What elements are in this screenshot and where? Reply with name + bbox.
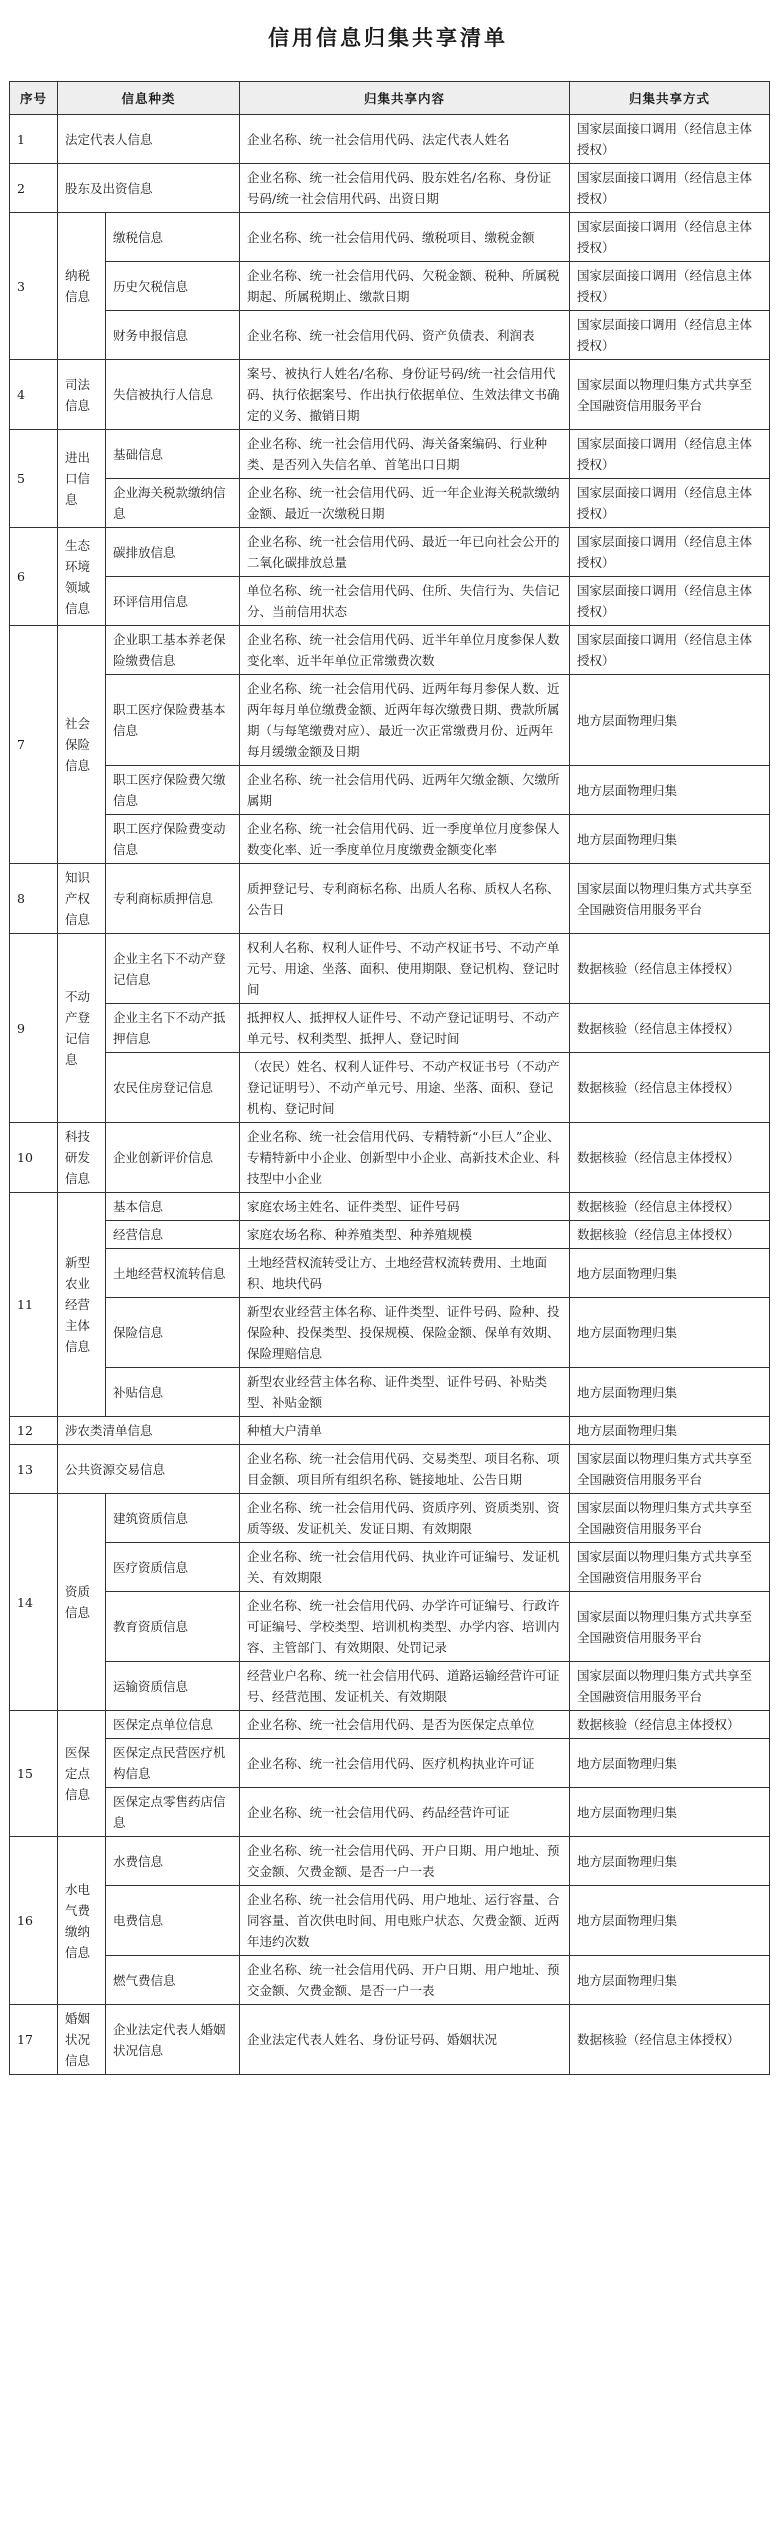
row-info-type: 企业海关税款缴纳信息 (106, 479, 240, 528)
row-category: 医保定点信息 (58, 1711, 106, 1837)
row-seq: 14 (10, 1494, 58, 1711)
row-seq: 5 (10, 430, 58, 528)
row-content: 新型农业经营主体名称、证件类型、证件号码、补贴类型、补贴金额 (240, 1368, 570, 1417)
row-info-type: 经营信息 (106, 1221, 240, 1249)
table-row (10, 262, 770, 311)
row-method: 国家层面以物理归集方式共享至全国融资信用服务平台 (570, 1494, 770, 1543)
table-row (10, 360, 770, 430)
table-row (10, 1956, 770, 2005)
row-method: 国家层面以物理归集方式共享至全国融资信用服务平台 (570, 1592, 770, 1662)
row-content: 企业名称、统一社会信用代码、执业许可证编号、发证机关、有效期限 (240, 1543, 570, 1592)
table-row (10, 1123, 770, 1193)
row-seq: 2 (10, 164, 58, 213)
row-info-type: 建筑资质信息 (106, 1494, 240, 1543)
row-content: 企业名称、统一社会信用代码、最近一年已向社会公开的二氧化碳排放总量 (240, 528, 570, 577)
table-row (10, 1053, 770, 1123)
row-category: 司法信息 (58, 360, 106, 430)
row-info-type: 教育资质信息 (106, 1592, 240, 1662)
table-row (10, 675, 770, 766)
row-content: 企业名称、统一社会信用代码、开户日期、用户地址、预交金额、欠费金额、是否一户一表 (240, 1837, 570, 1886)
row-method: 数据核验（经信息主体授权） (570, 934, 770, 1004)
row-method: 国家层面以物理归集方式共享至全国融资信用服务平台 (570, 1445, 770, 1494)
row-info-type: 涉农类清单信息 (58, 1417, 240, 1445)
row-seq: 15 (10, 1711, 58, 1837)
table-row (10, 430, 770, 479)
table-row (10, 164, 770, 213)
table-row (10, 766, 770, 815)
row-content: 单位名称、统一社会信用代码、住所、失信行为、失信记分、当前信用状态 (240, 577, 570, 626)
page-title: 信用信息归集共享清单 (268, 25, 508, 50)
header-method: 归集共享方式 (570, 82, 770, 115)
row-content: 企业名称、统一社会信用代码、资质序列、资质类别、资质等级、发证机关、发证日期、有效期限 (240, 1494, 570, 1543)
row-seq: 10 (10, 1123, 58, 1193)
row-info-type: 缴税信息 (106, 213, 240, 262)
row-content: 种植大户清单 (240, 1417, 570, 1445)
row-category: 知识产权信息 (58, 864, 106, 934)
row-info-type: 基础信息 (106, 430, 240, 479)
row-info-type: 保险信息 (106, 1298, 240, 1368)
row-info-type: 医保定点单位信息 (106, 1711, 240, 1739)
header-content: 归集共享内容 (240, 82, 570, 115)
row-content: 抵押权人、抵押权人证件号、不动产登记证明号、不动产单元号、权利类型、抵押人、登记时间 (240, 1004, 570, 1053)
row-method: 地方层面物理归集 (570, 815, 770, 864)
table-row (10, 1193, 770, 1221)
row-info-type: 补贴信息 (106, 1368, 240, 1417)
row-content: 案号、被执行人姓名/名称、身份证号码/统一社会信用代码、执行依据案号、作出执行依据单位、生效法律文书确定的义务、撤销日期 (240, 360, 570, 430)
row-content: 企业名称、统一社会信用代码、欠税金额、税种、所属税期起、所属税期止、缴款日期 (240, 262, 570, 311)
table-row (10, 1788, 770, 1837)
table-row (10, 1886, 770, 1956)
row-category: 纳税信息 (58, 213, 106, 360)
row-method: 地方层面物理归集 (570, 1368, 770, 1417)
row-method: 地方层面物理归集 (570, 1837, 770, 1886)
row-info-type: 公共资源交易信息 (58, 1445, 240, 1494)
row-info-type: 医疗资质信息 (106, 1543, 240, 1592)
row-info-type: 农民住房登记信息 (106, 1053, 240, 1123)
row-category: 水电气费缴纳信息 (58, 1837, 106, 2005)
row-content: 企业名称、统一社会信用代码、缴税项目、缴税金额 (240, 213, 570, 262)
row-content: 企业名称、统一社会信用代码、近一季度单位月度参保人数变化率、近一季度单位月度缴费金额变化率 (240, 815, 570, 864)
row-category: 科技研发信息 (58, 1123, 106, 1193)
row-method: 数据核验（经信息主体授权） (570, 1053, 770, 1123)
row-category: 不动产登记信息 (58, 934, 106, 1123)
row-info-type: 水费信息 (106, 1837, 240, 1886)
row-method: 地方层面物理归集 (570, 1298, 770, 1368)
table-row (10, 1711, 770, 1739)
row-seq: 16 (10, 1837, 58, 2005)
row-info-type: 碳排放信息 (106, 528, 240, 577)
row-seq: 17 (10, 2005, 58, 2075)
row-method: 国家层面接口调用（经信息主体授权） (570, 626, 770, 675)
table-row (10, 1494, 770, 1543)
row-info-type: 企业法定代表人婚姻状况信息 (106, 2005, 240, 2075)
row-content: 企业名称、统一社会信用代码、交易类型、项目名称、项目金额、项目所有组织名称、链接地址、公告日期 (240, 1445, 570, 1494)
row-content: 家庭农场主姓名、证件类型、证件号码 (240, 1193, 570, 1221)
row-content: 企业名称、统一社会信用代码、海关备案编码、行业种类、是否列入失信名单、首笔出口日期 (240, 430, 570, 479)
row-info-type: 燃气费信息 (106, 1956, 240, 2005)
row-info-type: 环评信用信息 (106, 577, 240, 626)
row-seq: 11 (10, 1193, 58, 1417)
row-method: 国家层面接口调用（经信息主体授权） (570, 577, 770, 626)
row-content: 企业名称、统一社会信用代码、法定代表人姓名 (240, 115, 570, 164)
table-row (10, 1004, 770, 1053)
row-seq: 4 (10, 360, 58, 430)
row-content: 企业名称、统一社会信用代码、是否为医保定点单位 (240, 1711, 570, 1739)
row-info-type: 基本信息 (106, 1193, 240, 1221)
row-method: 数据核验（经信息主体授权） (570, 1221, 770, 1249)
row-info-type: 股东及出资信息 (58, 164, 240, 213)
row-info-type: 企业创新评价信息 (106, 1123, 240, 1193)
table-row (10, 1662, 770, 1711)
row-method: 国家层面以物理归集方式共享至全国融资信用服务平台 (570, 864, 770, 934)
row-content: 新型农业经营主体名称、证件类型、证件号码、险种、投保险种、投保类型、投保规模、保险金额、保单有效期、保险理赔信息 (240, 1298, 570, 1368)
row-method: 国家层面以物理归集方式共享至全国融资信用服务平台 (570, 1543, 770, 1592)
table-row (10, 213, 770, 262)
row-method: 国家层面以物理归集方式共享至全国融资信用服务平台 (570, 360, 770, 430)
row-content: 企业名称、统一社会信用代码、近一年企业海关税款缴纳金额、最近一次缴税日期 (240, 479, 570, 528)
row-info-type: 医保定点零售药店信息 (106, 1788, 240, 1837)
table-row (10, 1739, 770, 1788)
row-method: 国家层面接口调用（经信息主体授权） (570, 311, 770, 360)
row-content: 企业名称、统一社会信用代码、专精特新“小巨人”企业、专精特新中小企业、创新型中小企业、高新技术企业、科技型中小企业 (240, 1123, 570, 1193)
row-method: 地方层面物理归集 (570, 675, 770, 766)
table-row (10, 864, 770, 934)
row-method: 国家层面接口调用（经信息主体授权） (570, 479, 770, 528)
row-method: 数据核验（经信息主体授权） (570, 1711, 770, 1739)
row-method: 国家层面接口调用（经信息主体授权） (570, 430, 770, 479)
credit-info-table (9, 81, 770, 2075)
row-info-type: 财务申报信息 (106, 311, 240, 360)
row-seq: 13 (10, 1445, 58, 1494)
row-content: 企业名称、统一社会信用代码、医疗机构执业许可证 (240, 1739, 570, 1788)
row-info-type: 企业职工基本养老保险缴费信息 (106, 626, 240, 675)
row-method: 国家层面以物理归集方式共享至全国融资信用服务平台 (570, 1662, 770, 1711)
row-category: 进出口信息 (58, 430, 106, 528)
table-row (10, 1543, 770, 1592)
table-row (10, 577, 770, 626)
table-row (10, 2005, 770, 2075)
row-content: 企业名称、统一社会信用代码、近两年每月参保人数、近两年每月单位缴费金额、近两年每次缴费日期、费款所属期（与每笔缴费对应）、最近一次正常缴费月份、近两年每月缓缴金额及日期 (240, 675, 570, 766)
row-content: 企业名称、统一社会信用代码、开户日期、用户地址、预交金额、欠费金额、是否一户一表 (240, 1956, 570, 2005)
table-row (10, 115, 770, 164)
table-header-row (10, 82, 770, 115)
table-row (10, 479, 770, 528)
row-method: 国家层面接口调用（经信息主体授权） (570, 528, 770, 577)
row-seq: 3 (10, 213, 58, 360)
row-info-type: 电费信息 (106, 1886, 240, 1956)
row-content: 经营业户名称、统一社会信用代码、道路运输经营许可证号、经营范围、发证机关、有效期限 (240, 1662, 570, 1711)
table-row (10, 1445, 770, 1494)
row-info-type: 企业主名下不动产抵押信息 (106, 1004, 240, 1053)
row-content: 企业名称、统一社会信用代码、资产负债表、利润表 (240, 311, 570, 360)
row-method: 地方层面物理归集 (570, 1886, 770, 1956)
row-content: （农民）姓名、权利人证件号、不动产权证书号（不动产登记证明号）、不动产单元号、用途、坐落、面积、登记机构、登记时间 (240, 1053, 570, 1123)
row-method: 数据核验（经信息主体授权） (570, 2005, 770, 2075)
row-content: 权利人名称、权利人证件号、不动产权证书号、不动产单元号、用途、坐落、面积、使用期限、登记机构、登记时间 (240, 934, 570, 1004)
table-row (10, 1592, 770, 1662)
row-seq: 1 (10, 115, 58, 164)
table-row (10, 815, 770, 864)
row-seq: 6 (10, 528, 58, 626)
row-method: 地方层面物理归集 (570, 766, 770, 815)
row-method: 地方层面物理归集 (570, 1417, 770, 1445)
table-row (10, 934, 770, 1004)
row-category: 社会保险信息 (58, 626, 106, 864)
row-method: 地方层面物理归集 (570, 1249, 770, 1298)
row-seq: 12 (10, 1417, 58, 1445)
table-row (10, 528, 770, 577)
row-category: 资质信息 (58, 1494, 106, 1711)
row-info-type: 企业主名下不动产登记信息 (106, 934, 240, 1004)
table-row (10, 1417, 770, 1445)
row-method: 国家层面接口调用（经信息主体授权） (570, 213, 770, 262)
table-row (10, 1221, 770, 1249)
row-content: 企业名称、统一社会信用代码、用户地址、运行容量、合同容量、首次供电时间、用电账户状态、欠费金额、近两年违约次数 (240, 1886, 570, 1956)
row-method: 国家层面接口调用（经信息主体授权） (570, 164, 770, 213)
table-row (10, 1368, 770, 1417)
row-method: 数据核验（经信息主体授权） (570, 1193, 770, 1221)
row-content: 土地经营权流转受让方、土地经营权流转费用、土地面积、地块代码 (240, 1249, 570, 1298)
row-info-type: 历史欠税信息 (106, 262, 240, 311)
table-body (10, 115, 770, 2075)
row-info-type: 专利商标质押信息 (106, 864, 240, 934)
table-row (10, 311, 770, 360)
row-content: 企业名称、统一社会信用代码、近半年单位月度参保人数变化率、近半年单位正常缴费次数 (240, 626, 570, 675)
table-row (10, 1837, 770, 1886)
row-method: 数据核验（经信息主体授权） (570, 1004, 770, 1053)
row-method: 地方层面物理归集 (570, 1956, 770, 2005)
row-info-type: 医保定点民营医疗机构信息 (106, 1739, 240, 1788)
row-info-type: 职工医疗保险费变动信息 (106, 815, 240, 864)
row-info-type: 失信被执行人信息 (106, 360, 240, 430)
row-method: 国家层面接口调用（经信息主体授权） (570, 115, 770, 164)
table-row (10, 626, 770, 675)
row-content: 企业名称、统一社会信用代码、股东姓名/名称、身份证号码/统一社会信用代码、出资日期 (240, 164, 570, 213)
table-row (10, 1298, 770, 1368)
row-category: 生态环境领域信息 (58, 528, 106, 626)
row-info-type: 职工医疗保险费欠缴信息 (106, 766, 240, 815)
row-content: 质押登记号、专利商标名称、出质人名称、质权人名称、公告日 (240, 864, 570, 934)
row-category: 婚姻状况信息 (58, 2005, 106, 2075)
row-category: 新型农业经营主体信息 (58, 1193, 106, 1417)
row-method: 国家层面接口调用（经信息主体授权） (570, 262, 770, 311)
row-method: 地方层面物理归集 (570, 1788, 770, 1837)
row-info-type: 职工医疗保险费基本信息 (106, 675, 240, 766)
row-content: 家庭农场名称、种养殖类型、种养殖规模 (240, 1221, 570, 1249)
table-row (10, 1249, 770, 1298)
row-seq: 7 (10, 626, 58, 864)
row-info-type: 法定代表人信息 (58, 115, 240, 164)
row-method: 数据核验（经信息主体授权） (570, 1123, 770, 1193)
row-info-type: 土地经营权流转信息 (106, 1249, 240, 1298)
row-content: 企业名称、统一社会信用代码、办学许可证编号、行政许可证编号、学校类型、培训机构类型、办学内容、培训内容、主管部门、有效期限、处罚记录 (240, 1592, 570, 1662)
row-content: 企业名称、统一社会信用代码、近两年欠缴金额、欠缴所属期 (240, 766, 570, 815)
row-seq: 9 (10, 934, 58, 1123)
row-seq: 8 (10, 864, 58, 934)
row-content: 企业法定代表人姓名、身份证号码、婚姻状况 (240, 2005, 570, 2075)
row-method: 地方层面物理归集 (570, 1739, 770, 1788)
header-seq: 序号 (10, 82, 58, 115)
row-content: 企业名称、统一社会信用代码、药品经营许可证 (240, 1788, 570, 1837)
header-info-type: 信息种类 (58, 82, 240, 115)
row-info-type: 运输资质信息 (106, 1662, 240, 1711)
